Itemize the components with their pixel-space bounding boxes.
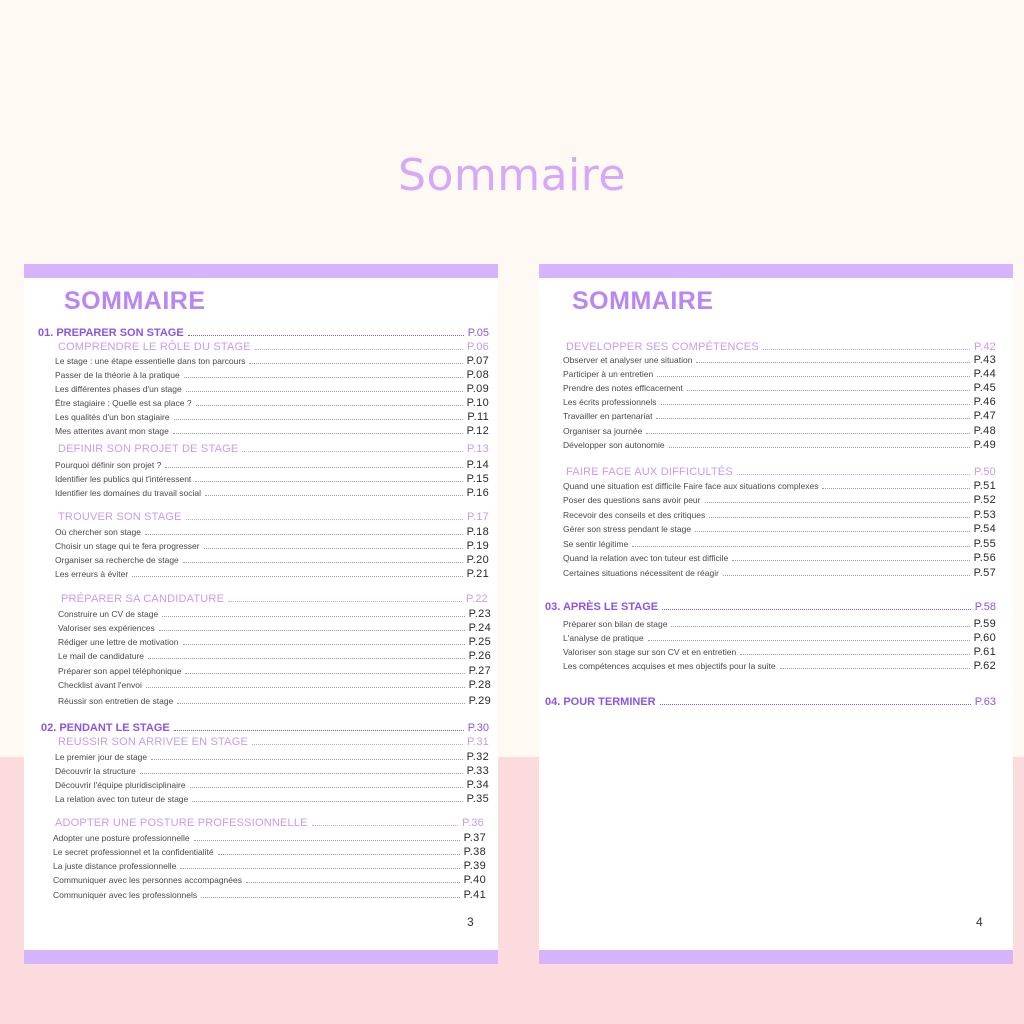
- toc-entry-page: P.28: [468, 679, 491, 691]
- toc-entry-title: Identifier les publics qui t'intéressent: [55, 474, 192, 484]
- toc-entry-page: P.36: [461, 817, 484, 829]
- toc-dot-leader: [687, 390, 970, 391]
- toc-dot-leader: [657, 376, 969, 377]
- toc-entry-title: Les erreurs à éviter: [55, 569, 129, 579]
- toc-entry-title: Les différentes phases d'un stage: [55, 384, 182, 394]
- toc-entry-title: Communiquer avec les personnes accompagnées: [53, 875, 242, 885]
- toc-entry: [53, 888, 486, 902]
- toc-entry-page: P.17: [466, 511, 489, 523]
- toc-entry: [53, 859, 486, 873]
- toc-entry-page: P.42: [973, 341, 996, 353]
- toc-dot-leader: [177, 703, 464, 704]
- toc-dot-leader: [184, 377, 463, 378]
- toc-dot-leader: [249, 363, 462, 364]
- toc-entry: [55, 525, 489, 539]
- toc-entry-title: Recevoir des conseils et des critiques: [563, 510, 706, 520]
- toc-entry-page: P.11: [467, 411, 489, 423]
- toc-entry-page: P.26: [468, 650, 491, 662]
- toc-section: [58, 442, 489, 456]
- toc-dot-leader: [661, 404, 970, 405]
- toc-entry-title: Communiquer avec les professionnels: [53, 890, 198, 900]
- page-top-bar: [24, 264, 498, 278]
- toc-entry-page: P.43: [973, 354, 996, 366]
- toc-entry: [55, 472, 489, 486]
- toc-entry-title: REUSSIR SON ARRIVEE EN STAGE: [58, 736, 248, 748]
- toc-entry-page: P.08: [466, 369, 489, 381]
- toc-entry-page: P.31: [466, 736, 489, 748]
- toc-dot-leader: [162, 616, 464, 617]
- toc-section: [58, 510, 489, 524]
- toc-entry: [55, 486, 489, 500]
- toc-entry: [563, 424, 996, 438]
- toc-entry-page: P.61: [973, 646, 996, 658]
- left-page-number: 3: [467, 915, 474, 929]
- toc-entry-title: Choisir un stage qui te fera progresser: [55, 541, 200, 551]
- toc-dot-leader: [174, 730, 464, 731]
- toc-entry-page: P.51: [973, 480, 996, 492]
- toc-entry-title: Passer de la théorie à la pratique: [55, 370, 180, 380]
- toc-dot-leader: [196, 405, 463, 406]
- toc-entry-page: P.52: [973, 494, 996, 506]
- toc-entry-page: P.33: [466, 765, 489, 777]
- toc-entry: [563, 438, 996, 452]
- toc-entry-page: P.60: [973, 632, 996, 644]
- toc-entry: [55, 382, 489, 396]
- toc-dot-leader: [723, 575, 970, 576]
- toc-entry-page: P.27: [468, 665, 491, 677]
- toc-entry-title: Découvrir la structure: [55, 766, 136, 776]
- toc-dot-leader: [780, 668, 970, 669]
- toc-entry-page: P.35: [466, 793, 489, 805]
- toc-entry-title: Préparer son bilan de stage: [563, 619, 668, 629]
- toc-entry-title: La relation avec ton tuteur de stage: [55, 794, 189, 804]
- toc-entry-title: L'analyse de pratique: [563, 633, 644, 643]
- toc-entry: [55, 750, 489, 764]
- toc-entry-title: Mes attentes avant mon stage: [55, 426, 169, 436]
- toc-entry-title: PRÉPARER SA CANDIDATURE: [61, 593, 225, 605]
- toc-entry: [58, 694, 491, 708]
- toc-entry-page: P.24: [468, 622, 491, 634]
- toc-dot-leader: [148, 658, 465, 659]
- toc-chapter: [545, 695, 996, 709]
- toc-entry-title: Rédiger une lettre de motivation: [58, 637, 179, 647]
- toc-dot-leader: [255, 349, 463, 350]
- toc-entry: [563, 367, 996, 381]
- toc-dot-leader: [695, 531, 970, 532]
- toc-entry-title: COMPRENDRE LE RÔLE DU STAGE: [58, 341, 251, 353]
- toc-entry: [55, 553, 489, 567]
- toc-entry-page: P.57: [973, 567, 996, 579]
- page-bottom-bar: [539, 950, 1013, 964]
- toc-entry-title: Réussir son entretien de stage: [58, 696, 174, 706]
- toc-entry: [55, 567, 489, 581]
- toc-entry-page: P.07: [466, 355, 489, 367]
- page-bottom-bar: [24, 950, 498, 964]
- toc-entry: [58, 649, 491, 663]
- toc-entry-title: Valoriser ses expériences: [58, 623, 155, 633]
- toc-section: [61, 592, 488, 606]
- toc-entry-page: P.21: [466, 568, 489, 580]
- toc-entry-page: P.30: [467, 722, 489, 734]
- toc-entry: [563, 479, 996, 493]
- toc-entry: [563, 566, 996, 580]
- toc-entry-title: DEVELOPPER SES COMPÉTENCES: [566, 341, 759, 353]
- toc-entry: [53, 845, 486, 859]
- toc-entry: [563, 631, 996, 645]
- toc-entry-title: Gérer son stress pendant le stage: [563, 524, 692, 534]
- toc-entry-page: P.19: [466, 540, 489, 552]
- toc-dot-leader: [186, 391, 463, 392]
- toc-entry-title: Se sentir légitime: [563, 539, 629, 549]
- toc-entry-page: P.48: [973, 425, 996, 437]
- toc-dot-leader: [140, 773, 463, 774]
- toc-entry-page: P.09: [466, 383, 489, 395]
- toc-entry-title: Identifier les domaines du travail social: [55, 488, 201, 498]
- right-page-heading: SOMMAIRE: [572, 287, 714, 315]
- toc-dot-leader: [159, 630, 465, 631]
- toc-entry-title: Être stagiaire : Quelle est sa place ?: [55, 398, 192, 408]
- toc-dot-leader: [151, 759, 462, 760]
- toc-entry-page: P.22: [465, 593, 488, 605]
- toc-entry-page: P.13: [466, 443, 489, 455]
- toc-entry-page: P.41: [463, 889, 486, 901]
- toc-entry-title: Les qualités d'un bon stagiaire: [55, 412, 170, 422]
- toc-entry-title: ADOPTER UNE POSTURE PROFESSIONNELLE: [55, 817, 308, 829]
- toc-entry-page: P.40: [463, 874, 486, 886]
- toc-section: [566, 465, 996, 479]
- toc-dot-leader: [822, 488, 969, 489]
- toc-entry-page: P.18: [466, 526, 489, 538]
- toc-entry-title: Le mail de candidature: [58, 651, 145, 661]
- toc-dot-leader: [132, 576, 462, 577]
- toc-entry: [55, 792, 489, 806]
- toc-dot-leader: [312, 825, 458, 826]
- right-page: [539, 264, 1013, 964]
- toc-entry-page: P.44: [973, 368, 996, 380]
- toc-entry-title: Quand la relation avec ton tuteur est difficile: [563, 553, 729, 563]
- toc-dot-leader: [205, 495, 463, 496]
- toc-entry-page: P.16: [466, 487, 489, 499]
- toc-entry-title: Découvrir l'équipe pluridisciplinaire: [55, 780, 186, 790]
- toc-entry: [563, 522, 996, 536]
- toc-entry-title: Le premier jour de stage: [55, 752, 148, 762]
- toc-entry-title: Organiser sa journée: [563, 426, 643, 436]
- toc-entry-page: P.58: [974, 601, 996, 613]
- toc-chapter: [41, 721, 489, 735]
- toc-dot-leader: [737, 474, 970, 475]
- toc-entry-title: Organiser sa recherche de stage: [55, 555, 179, 565]
- toc-entry-title: Construire un CV de stage: [58, 609, 159, 619]
- toc-entry-page: P.55: [973, 538, 996, 550]
- toc-entry-page: P.56: [973, 552, 996, 564]
- toc-entry: [563, 395, 996, 409]
- toc-entry-page: P.05: [467, 327, 489, 339]
- toc-dot-leader: [242, 451, 463, 452]
- toc-entry: [58, 607, 491, 621]
- toc-entry: [53, 831, 486, 845]
- toc-entry-title: 01. PREPARER SON STAGE: [38, 327, 184, 339]
- page-title: Sommaire: [398, 150, 626, 201]
- toc-dot-leader: [709, 517, 969, 518]
- toc-section: [566, 340, 996, 354]
- toc-entry-title: Quand une situation est difficile Faire face aux situations complexes: [563, 481, 819, 491]
- toc-entry-title: Les écrits professionnels: [563, 397, 657, 407]
- toc-dot-leader: [646, 433, 969, 434]
- toc-dot-leader: [204, 548, 463, 549]
- toc-entry: [563, 659, 996, 673]
- toc-dot-leader: [705, 502, 970, 503]
- toc-entry: [563, 409, 996, 423]
- toc-section: [58, 340, 489, 354]
- toc-entry-title: Pourquoi définir son projet ?: [55, 460, 162, 470]
- toc-entry-title: TROUVER SON STAGE: [58, 511, 182, 523]
- toc-entry-page: P.62: [973, 660, 996, 672]
- toc-dot-leader: [165, 467, 462, 468]
- toc-entry-page: P.49: [973, 439, 996, 451]
- toc-entry-title: Certaines situations nécessitent de réagir: [563, 568, 719, 578]
- toc-entry-title: 02. PENDANT LE STAGE: [41, 722, 170, 734]
- toc-entry-title: Poser des questions sans avoir peur: [563, 495, 701, 505]
- toc-entry-title: DEFINIR SON PROJET DE STAGE: [58, 443, 239, 455]
- toc-entry: [563, 493, 996, 507]
- toc-entry: [58, 621, 491, 635]
- toc-entry-page: P.34: [466, 779, 489, 791]
- toc-dot-leader: [180, 868, 459, 869]
- toc-dot-leader: [192, 801, 462, 802]
- toc-entry-title: Valoriser son stage sur son CV et en entretien: [563, 647, 737, 657]
- toc-dot-leader: [246, 882, 460, 883]
- toc-section: [58, 735, 489, 749]
- toc-dot-leader: [662, 609, 971, 610]
- toc-entry-page: P.63: [974, 696, 996, 708]
- toc-entry-page: P.39: [463, 860, 486, 872]
- toc-entry-title: 03. APRÈS LE STAGE: [545, 601, 659, 613]
- toc-entry-page: P.53: [973, 509, 996, 521]
- toc-entry: [563, 353, 996, 367]
- toc-entry: [55, 539, 489, 553]
- toc-entry: [563, 645, 996, 659]
- toc-entry-page: P.32: [466, 751, 489, 763]
- toc-entry-title: Prendre des notes efficacement: [563, 383, 683, 393]
- toc-entry-page: P.14: [466, 459, 489, 471]
- toc-entry: [563, 551, 996, 565]
- toc-entry-page: P.29: [468, 695, 491, 707]
- toc-dot-leader: [146, 687, 465, 688]
- toc-dot-leader: [183, 562, 463, 563]
- toc-entry-title: Le stage : une étape essentielle dans ton parcours: [55, 356, 246, 366]
- toc-dot-leader: [145, 534, 463, 535]
- toc-entry-title: Préparer son appel téléphonique: [58, 666, 182, 676]
- toc-dot-leader: [732, 560, 969, 561]
- toc-entry: [53, 873, 486, 887]
- toc-entry-title: Le secret professionnel et la confidentialité: [53, 847, 214, 857]
- left-page: [24, 264, 498, 964]
- toc-entry-title: Checklist avant l'envoi: [58, 680, 142, 690]
- toc-chapter: [38, 326, 489, 340]
- toc-entry: [58, 664, 491, 678]
- toc-dot-leader: [696, 362, 969, 363]
- toc-entry-page: P.54: [973, 523, 996, 535]
- toc-entry-title: Où chercher son stage: [55, 527, 141, 537]
- toc-dot-leader: [188, 335, 464, 336]
- toc-entry: [563, 617, 996, 631]
- toc-entry-title: 04. POUR TERMINER: [545, 696, 656, 708]
- toc-dot-leader: [190, 787, 463, 788]
- toc-entry-page: P.47: [973, 410, 996, 422]
- toc-entry-page: P.20: [466, 554, 489, 566]
- toc-dot-leader: [186, 519, 463, 520]
- toc-dot-leader: [218, 854, 460, 855]
- toc-entry: [55, 764, 489, 778]
- toc-chapter: [545, 600, 996, 614]
- toc-entry: [563, 537, 996, 551]
- toc-dot-leader: [183, 644, 465, 645]
- toc-entry-title: Participer à un entretien: [563, 369, 654, 379]
- toc-entry: [55, 778, 489, 792]
- page-top-bar: [539, 264, 1013, 278]
- toc-dot-leader: [669, 447, 970, 448]
- toc-entry-page: P.45: [973, 382, 996, 394]
- toc-entry-page: P.46: [973, 396, 996, 408]
- toc-entry-title: Travailler en partenariat: [563, 411, 653, 421]
- toc-dot-leader: [252, 744, 463, 745]
- toc-dot-leader: [185, 673, 464, 674]
- toc-entry-title: Développer son autonomie: [563, 440, 665, 450]
- toc-entry-page: P.37: [463, 832, 486, 844]
- toc-entry-title: Adopter une posture professionnelle: [53, 833, 190, 843]
- toc-section: [55, 816, 484, 830]
- toc-entry-page: P.25: [468, 636, 491, 648]
- toc-dot-leader: [173, 433, 463, 434]
- toc-dot-leader: [763, 349, 970, 350]
- toc-entry: [55, 354, 489, 368]
- left-page-heading: SOMMAIRE: [64, 287, 206, 315]
- toc-dot-leader: [740, 654, 969, 655]
- toc-dot-leader: [195, 481, 462, 482]
- toc-dot-leader: [656, 418, 969, 419]
- toc-entry-page: P.06: [466, 341, 489, 353]
- toc-dot-leader: [201, 897, 459, 898]
- toc-entry-title: Les compétences acquises et mes objectifs pour la suite: [563, 661, 776, 671]
- toc-dot-leader: [660, 704, 971, 705]
- toc-entry: [563, 508, 996, 522]
- toc-dot-leader: [648, 640, 970, 641]
- toc-entry-page: P.50: [973, 466, 996, 478]
- right-page-number: 4: [976, 915, 983, 929]
- toc-entry: [55, 424, 489, 438]
- toc-dot-leader: [174, 419, 464, 420]
- toc-entry-page: P.12: [466, 425, 489, 437]
- toc-dot-leader: [228, 601, 462, 602]
- toc-entry-page: P.10: [466, 397, 489, 409]
- toc-entry-title: FAIRE FACE AUX DIFFICULTÉS: [566, 466, 733, 478]
- toc-entry: [563, 381, 996, 395]
- toc-dot-leader: [632, 546, 969, 547]
- toc-entry: [58, 678, 491, 692]
- toc-entry-page: P.59: [973, 618, 996, 630]
- toc-entry-page: P.23: [468, 608, 491, 620]
- toc-entry-title: La juste distance professionnelle: [53, 861, 177, 871]
- toc-entry-page: P.15: [466, 473, 489, 485]
- toc-entry-title: Observer et analyser une situation: [563, 355, 693, 365]
- toc-entry: [55, 396, 489, 410]
- toc-dot-leader: [671, 626, 969, 627]
- toc-entry-page: P.38: [463, 846, 486, 858]
- toc-entry: [55, 458, 489, 472]
- toc-entry: [55, 368, 489, 382]
- toc-dot-leader: [194, 840, 460, 841]
- toc-entry: [55, 410, 489, 424]
- toc-entry: [58, 635, 491, 649]
